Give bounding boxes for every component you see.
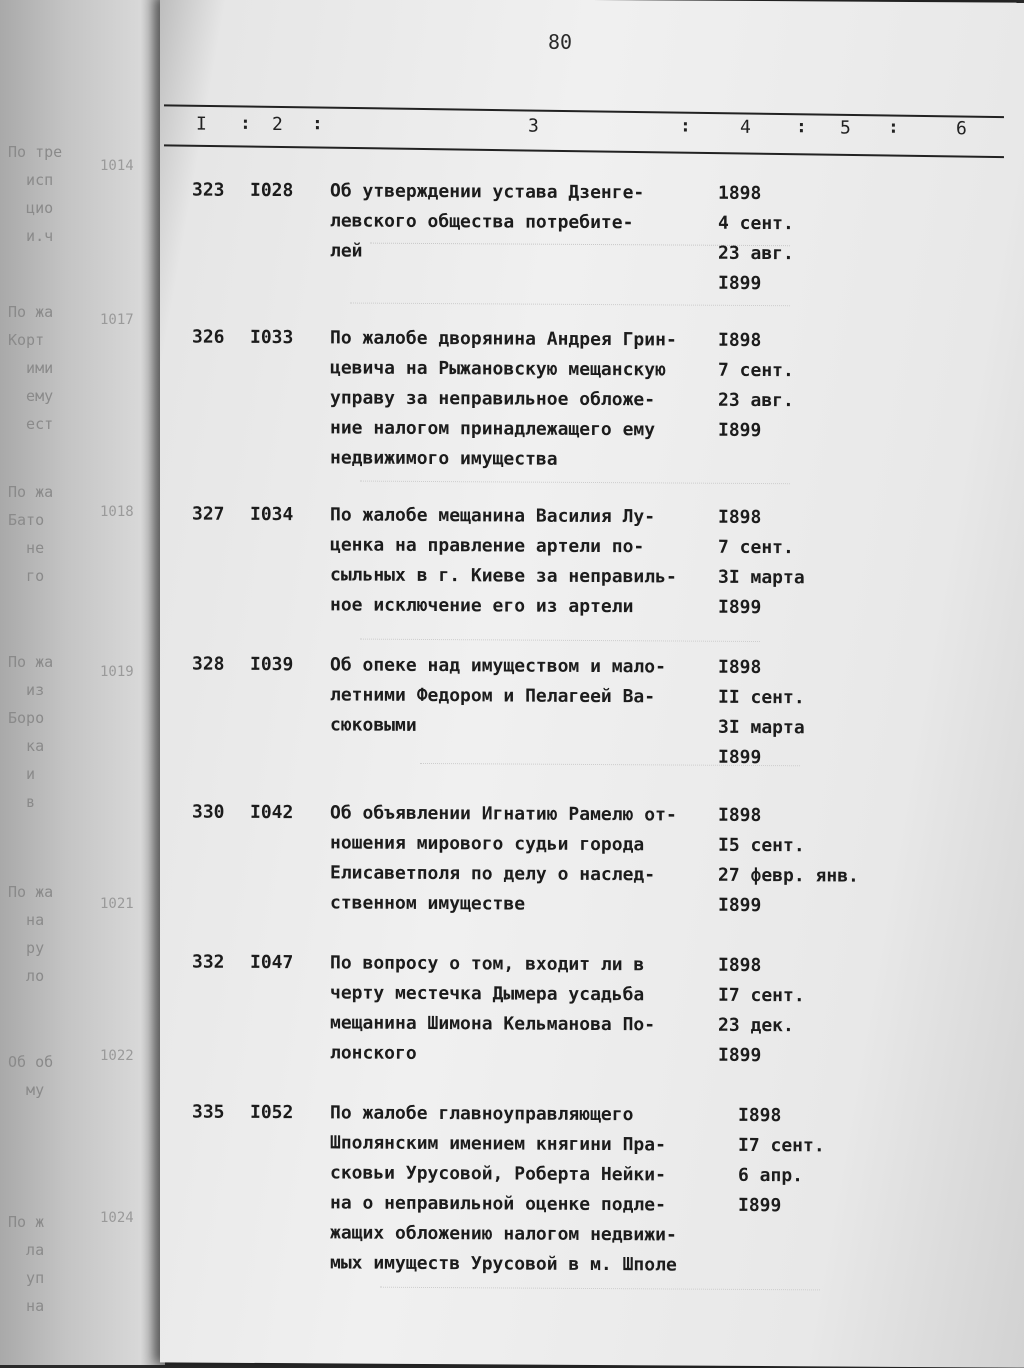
description-line: Шполянским имением княгини Пра- (330, 1132, 666, 1156)
description-line: недвижимого имущества (330, 447, 558, 470)
date-line: I899 (718, 272, 762, 295)
description-line: ние налогом принадлежащего ему (330, 417, 656, 441)
file-number: I028 (250, 179, 294, 202)
column-header-3: 3 (528, 115, 539, 137)
column-header-4: 4 (740, 116, 751, 138)
entry-description (330, 1098, 730, 1280)
entry-number: 330 (192, 801, 225, 823)
date-line: 1898 (718, 182, 762, 205)
table-row (160, 322, 1024, 470)
date-line: 3I марта (718, 566, 805, 589)
description-line: ценка на правление артели по- (330, 534, 645, 558)
description-line: лей (330, 240, 363, 262)
column-separator: : (312, 113, 323, 135)
date-line: I898 (738, 1104, 782, 1127)
table-row (160, 175, 1024, 295)
description-line: По жалобе мещанина Василия Лу- (330, 504, 656, 528)
file-number: I052 (250, 1101, 294, 1124)
date-line: 23 авг. (718, 242, 794, 265)
entry-description (330, 500, 730, 622)
entry-dates (718, 951, 918, 1072)
date-line: I899 (718, 894, 762, 917)
entry-description (330, 650, 730, 742)
date-line: I899 (718, 419, 762, 442)
description-line: на о неправильной оценке подле- (330, 1192, 666, 1216)
entry-description (330, 798, 730, 920)
description-line: ное исключение его из артели (330, 594, 634, 618)
table-row (160, 649, 1024, 769)
table-row (160, 499, 1024, 619)
header-top-rule (164, 104, 1004, 118)
date-line: I899 (718, 746, 762, 769)
date-line: I7 сент. (718, 984, 805, 1007)
entry-description (330, 948, 730, 1070)
description-line: сюковыми (330, 714, 417, 736)
entry-dates (718, 326, 918, 447)
description-line: Елисаветполя по делу о наслед- (330, 862, 656, 886)
file-number: I047 (250, 951, 294, 974)
previous-page-edge: По тре исп цио и.ч По жа Корт ими ему ест По жа Бато не го По жа из Боро ка и в По жа на ру ло Об об му По ж ла уп на 1014 1017 1018 1019 1021 1022 1024 (0, 0, 165, 1365)
date-line: 23 дек. (718, 1014, 794, 1037)
description-line: жащих обложению налогом недвижи- (330, 1222, 677, 1246)
column-header-2: 2 (272, 114, 283, 136)
date-line: I898 (718, 954, 762, 977)
file-number: I033 (250, 326, 294, 349)
entry-number: 327 (192, 503, 225, 525)
file-number: I039 (250, 653, 294, 676)
description-line: лонского (330, 1042, 417, 1064)
date-line: I5 сент. (718, 834, 805, 857)
table-row (160, 1097, 1024, 1276)
document-page (160, 0, 1024, 1368)
column-separator: : (680, 115, 691, 137)
file-number: I042 (250, 801, 294, 824)
description-line: сыльных в г. Киеве за неправиль- (330, 564, 677, 588)
entry-number: 323 (192, 179, 225, 201)
description-line: Об утверждении устава Дзенге- (330, 180, 645, 204)
description-line: По жалобе дворянина Андрея Грин- (330, 327, 677, 351)
column-header-5: 5 (840, 117, 851, 139)
entry-number: 326 (192, 326, 225, 348)
description-line: летними Федором и Пелагеей Ва- (330, 684, 656, 708)
date-line: 6 апр. (738, 1164, 804, 1187)
description-line: черту местечка Дымера усадьба (330, 982, 645, 1006)
entry-description (330, 176, 730, 268)
description-line: Об объявлении Игнатию Рамелю от- (330, 802, 677, 826)
date-line: II сент. (718, 686, 805, 709)
description-line: левского общества потребите- (330, 210, 634, 234)
entry-number: 335 (192, 1101, 225, 1123)
file-number: I034 (250, 503, 294, 526)
entry-dates (718, 179, 918, 300)
date-line: 7 сент. (718, 536, 794, 559)
description-line: цевича на Рыжановскую мещанскую (330, 357, 666, 381)
header-bottom-rule (164, 144, 1004, 158)
description-line: По вопросу о том, входит ли в (330, 952, 645, 976)
column-separator: : (240, 112, 251, 134)
description-line: По жалобе главноуправляющего (330, 1102, 634, 1126)
table-row (160, 797, 1024, 917)
date-line: I898 (718, 329, 762, 352)
date-line: 4 сент. (718, 212, 794, 235)
date-line: I898 (718, 506, 762, 529)
description-line: сковьи Урусовой, Роберта Нейки- (330, 1162, 666, 1186)
entry-number: 332 (192, 951, 225, 973)
column-header-1: I (196, 113, 207, 135)
column-header-6: 6 (956, 118, 967, 140)
entry-number: 328 (192, 653, 225, 675)
date-line: I7 сент. (738, 1134, 825, 1157)
column-separator: : (796, 116, 807, 138)
description-line: ственном имуществе (330, 892, 526, 915)
column-separator: : (888, 116, 899, 138)
description-line: мещанина Шимона Кельманова По- (330, 1012, 656, 1036)
description-line: мых имуществ Урусовой в м. Шполе (330, 1252, 677, 1276)
date-line: I899 (718, 596, 762, 619)
entry-dates (738, 1101, 938, 1222)
date-line: I899 (738, 1194, 782, 1217)
date-line: 7 сент. (718, 359, 794, 382)
entry-dates (718, 653, 918, 774)
entry-dates (718, 503, 918, 624)
description-line: ношения мирового судьи города (330, 832, 645, 856)
date-line: 27 февр. янв. (718, 864, 859, 887)
date-line: I899 (718, 1044, 762, 1067)
date-line: 3I марта (718, 716, 805, 739)
date-line: 23 авг. (718, 389, 794, 412)
entry-description (330, 323, 730, 475)
description-line: Об опеке над имуществом и мало- (330, 654, 666, 678)
page-number: 80 (548, 29, 573, 54)
description-line: управу за неправильное обложе- (330, 387, 656, 411)
date-line: I898 (718, 804, 762, 827)
date-line: I898 (718, 656, 762, 679)
table-row (160, 947, 1024, 1067)
entry-dates (718, 801, 918, 922)
